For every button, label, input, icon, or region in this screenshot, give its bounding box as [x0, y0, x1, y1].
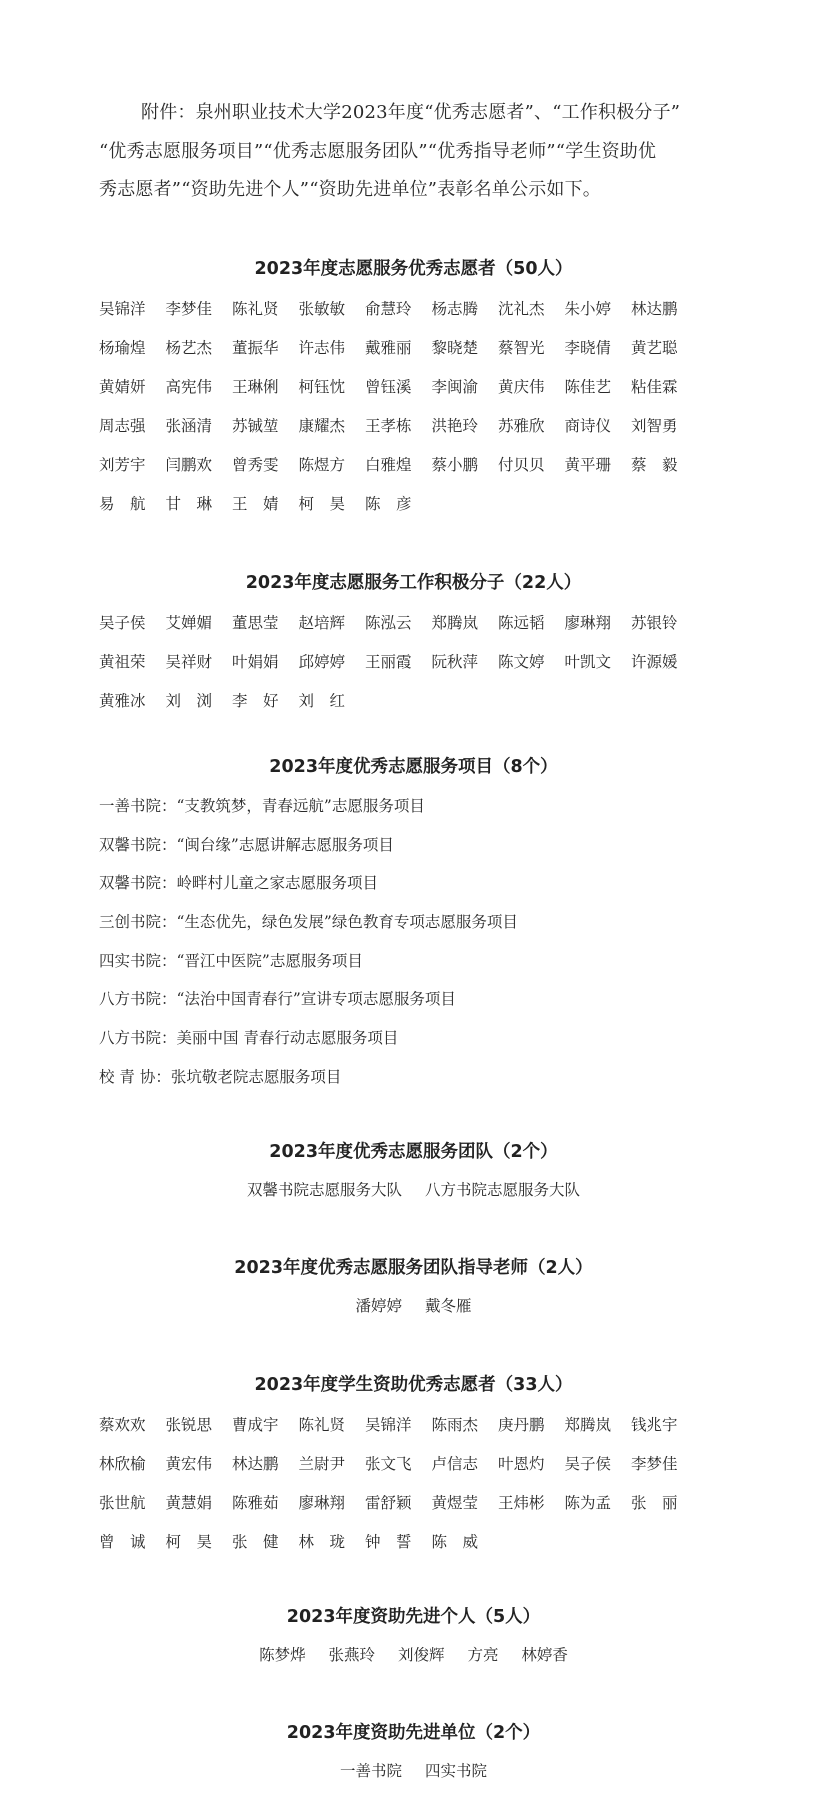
- person-name: 张文飞: [365, 1455, 412, 1473]
- person-name: 黄雅冰: [99, 692, 146, 710]
- person-name: 陈远韬: [498, 614, 545, 632]
- person-name: 甘 琳: [165, 495, 213, 513]
- person-name: 许志伟: [298, 339, 346, 357]
- person-name: 陈佳艺: [564, 378, 612, 396]
- person-name: 商诗仪: [564, 417, 612, 435]
- person-name: 黎晓楚: [431, 339, 479, 357]
- person-name: 黄庆伟: [498, 378, 545, 396]
- person-name: 蔡小鹏: [431, 456, 479, 474]
- project-list: [99, 787, 827, 1097]
- person-name: 艾婵媚: [165, 614, 213, 632]
- section-title: 2023年度志愿服务工作积极分子（22人）: [245, 573, 582, 593]
- mentor-name: 戴冬雁: [424, 1297, 472, 1315]
- person-name: 白雅煌: [365, 456, 412, 474]
- person-name: 刘 浏: [165, 692, 213, 710]
- person-name: 蔡智光: [498, 339, 545, 357]
- person-name: 林达鹏: [631, 300, 678, 318]
- person-name: 雷舒颖: [365, 1494, 412, 1512]
- name-grid: [99, 1406, 719, 1562]
- person-name: 李晓倩: [564, 339, 612, 357]
- project-item: 八方书院：“法治中国青春行”宣讲专项志愿服务项目: [99, 990, 456, 1009]
- person-name: 庚丹鹏: [498, 1416, 545, 1434]
- person-name: 陈文婷: [498, 653, 545, 671]
- person-name: 黄艺聪: [631, 339, 678, 357]
- person-name: 王 婧: [232, 495, 279, 513]
- person-name: 曾钰溪: [365, 378, 412, 396]
- person-name: 黄宏伟: [165, 1455, 213, 1473]
- section-title: 2023年度优秀志愿服务团队（2个）: [269, 1142, 558, 1162]
- person-name: 张 丽: [631, 1494, 678, 1512]
- project-item: 双馨书院：“闽台缘”志愿讲解志愿服务项目: [99, 835, 394, 854]
- person-name: 杨艺杰: [165, 339, 213, 357]
- person-name: 戴雅丽: [365, 339, 412, 357]
- section-aid-units: [0, 1714, 827, 1790]
- person-name: 李 好: [232, 692, 279, 710]
- name-grid: [99, 604, 719, 721]
- person-name: 张 健: [232, 1533, 279, 1551]
- project-item: 三创书院：“生态优先，绿色发展”绿色教育专项志愿服务项目: [99, 913, 518, 932]
- section-aid-individuals: [0, 1598, 827, 1674]
- person-name: 陈煜方: [298, 456, 346, 474]
- name-grid: [99, 290, 719, 524]
- person-name: 吴锦洋: [365, 1416, 412, 1434]
- person-name: 黄慧娟: [165, 1494, 213, 1512]
- section-title: 2023年度优秀志愿服务项目（8个）: [269, 757, 558, 777]
- person-name: 刘芳宇: [99, 456, 146, 474]
- section-mentors: [0, 1249, 827, 1325]
- person-name: 苏银铃: [631, 614, 678, 632]
- person-name: 陈雨杰: [431, 1416, 479, 1434]
- intro-line-1: 附件：泉州职业技术大学2023年度“优秀志愿者”、“工作积极分子”: [141, 102, 681, 123]
- person-name: 付贝贝: [498, 456, 545, 474]
- section-title: 2023年度志愿服务优秀志愿者（50人）: [254, 259, 573, 279]
- person-name: 赵培辉: [298, 614, 346, 632]
- person-name: 郑腾岚: [564, 1416, 612, 1434]
- person-name: 陈泓云: [365, 614, 412, 632]
- individual-line: [0, 1636, 827, 1674]
- person-name: 陈雅茹: [232, 1494, 279, 1512]
- person-name: 许源媛: [631, 653, 678, 671]
- team-item: 八方书院志愿服务大队: [424, 1181, 580, 1199]
- team-line: [0, 1171, 827, 1209]
- person-name: 钱兆宇: [631, 1416, 678, 1434]
- individual-name: 张燕玲: [328, 1646, 376, 1664]
- person-name: 黄婧妍: [99, 378, 146, 396]
- person-name: 康耀杰: [298, 417, 346, 435]
- mentor-name: 潘婷婷: [355, 1297, 403, 1315]
- project-item: 八方书院：美丽中国 青春行动志愿服务项目: [99, 1029, 399, 1048]
- person-name: 易 航: [99, 495, 146, 513]
- project-item: 校 青 协：张坑敬老院志愿服务项目: [99, 1067, 342, 1086]
- individual-name: 刘俊辉: [397, 1646, 445, 1664]
- person-name: 苏雅欣: [498, 417, 545, 435]
- intro-line-2: “优秀志愿服务项目”“优秀志愿服务团队”“优秀指导老师”“学生资助优: [99, 140, 657, 162]
- person-name: 闫鹏欢: [165, 456, 213, 474]
- person-name: 吴子侯: [564, 1455, 612, 1473]
- person-name: 叶娟娟: [232, 653, 279, 671]
- person-name: 苏铖堃: [232, 417, 279, 435]
- person-name: 陈 威: [431, 1533, 479, 1551]
- section-title: 2023年度资助先进单位（2个）: [286, 1723, 541, 1743]
- person-name: 董振华: [232, 339, 279, 357]
- person-name: 曾秀雯: [232, 456, 279, 474]
- individual-name: 林婷香: [521, 1646, 568, 1664]
- person-name: 李梦佳: [165, 300, 213, 318]
- person-name: 卢信志: [431, 1455, 479, 1473]
- person-name: 柯 昊: [165, 1533, 213, 1551]
- person-name: 邱婷婷: [298, 653, 346, 671]
- person-name: 张敏敏: [298, 300, 346, 318]
- person-name: 钟 誓: [365, 1533, 412, 1551]
- person-name: 叶凯文: [564, 653, 612, 671]
- person-name: 蔡欢欢: [99, 1416, 146, 1434]
- person-name: 杨志腾: [431, 300, 479, 318]
- person-name: 廖琳翔: [564, 614, 612, 632]
- person-name: 曹成宇: [232, 1416, 279, 1434]
- section-title: 2023年度资助先进个人（5人）: [286, 1607, 541, 1627]
- person-name: 陈为孟: [564, 1494, 612, 1512]
- person-name: 柯钰忱: [298, 378, 346, 396]
- person-name: 叶恩灼: [498, 1455, 545, 1473]
- person-name: 陈 彦: [365, 495, 412, 513]
- person-name: 郑腾岚: [431, 614, 479, 632]
- person-name: 曾 诚: [99, 1533, 146, 1551]
- section-activists: [0, 564, 827, 721]
- person-name: 王孝栋: [365, 417, 412, 435]
- person-name: 黄煜莹: [431, 1494, 479, 1512]
- section-excellent-volunteers: [0, 250, 827, 524]
- person-name: 吴锦洋: [99, 300, 146, 318]
- mentor-line: [0, 1287, 827, 1325]
- project-item: 四实书院：“晋江中医院”志愿服务项目: [99, 951, 363, 970]
- project-item: 一善书院：“支教筑梦，青春远航”志愿服务项目: [99, 797, 425, 815]
- section-aid-volunteers: [0, 1366, 827, 1562]
- unit-name: 四实书院: [424, 1762, 487, 1780]
- person-name: 黄平珊: [564, 456, 612, 474]
- person-name: 张世航: [99, 1494, 146, 1512]
- person-name: 兰尉尹: [298, 1455, 346, 1473]
- person-name: 李闽渝: [431, 378, 479, 396]
- person-name: 蔡 毅: [631, 456, 678, 474]
- person-name: 吴祥财: [165, 653, 213, 671]
- project-item: 双馨书院：岭畔村儿童之家志愿服务项目: [99, 874, 379, 893]
- section-teams: [0, 1133, 827, 1209]
- intro-line-3: 秀志愿者”“资助先进个人”“资助先进单位”表彰名单公示如下。: [99, 179, 602, 200]
- team-item: 双馨书院志愿服务大队: [247, 1181, 403, 1199]
- person-name: 杨瑜煌: [99, 339, 146, 357]
- person-name: 洪艳玲: [431, 417, 479, 435]
- person-name: 王炜彬: [498, 1494, 545, 1512]
- person-name: 阮秋萍: [431, 653, 479, 671]
- person-name: 董思莹: [232, 614, 279, 632]
- person-name: 王琳俐: [232, 378, 279, 396]
- section-title: 2023年度优秀志愿服务团队指导老师（2人）: [234, 1258, 593, 1278]
- person-name: 粘佳霖: [631, 378, 678, 396]
- section-title: 2023年度学生资助优秀志愿者（33人）: [254, 1375, 573, 1395]
- person-name: 张涵清: [165, 417, 213, 435]
- person-name: 柯 昊: [298, 495, 346, 513]
- person-name: 廖琳翔: [298, 1494, 346, 1512]
- person-name: 黄祖荣: [99, 653, 146, 671]
- person-name: 林达鹏: [232, 1455, 279, 1473]
- person-name: 吴子侯: [99, 614, 146, 632]
- person-name: 张锐思: [165, 1416, 213, 1434]
- person-name: 刘 红: [298, 692, 346, 710]
- person-name: 俞慧玲: [365, 300, 412, 318]
- person-name: 刘智勇: [631, 417, 678, 435]
- person-name: 沈礼杰: [498, 300, 545, 318]
- person-name: 陈礼贤: [298, 1416, 346, 1434]
- individual-name: 方亮: [467, 1646, 499, 1664]
- person-name: 陈礼贤: [232, 300, 279, 318]
- person-name: 高宪伟: [165, 378, 213, 396]
- person-name: 林欣榆: [99, 1455, 146, 1473]
- person-name: 周志强: [99, 417, 146, 435]
- person-name: 林 珑: [298, 1533, 346, 1551]
- person-name: 李梦佳: [631, 1455, 678, 1473]
- unit-name: 一善书院: [340, 1762, 403, 1780]
- person-name: 王丽霞: [365, 653, 412, 671]
- person-name: 朱小婷: [564, 300, 612, 318]
- unit-line: [0, 1752, 827, 1790]
- section-projects: [0, 748, 827, 1097]
- individual-name: 陈梦烨: [259, 1646, 306, 1664]
- intro-paragraph: [99, 94, 739, 210]
